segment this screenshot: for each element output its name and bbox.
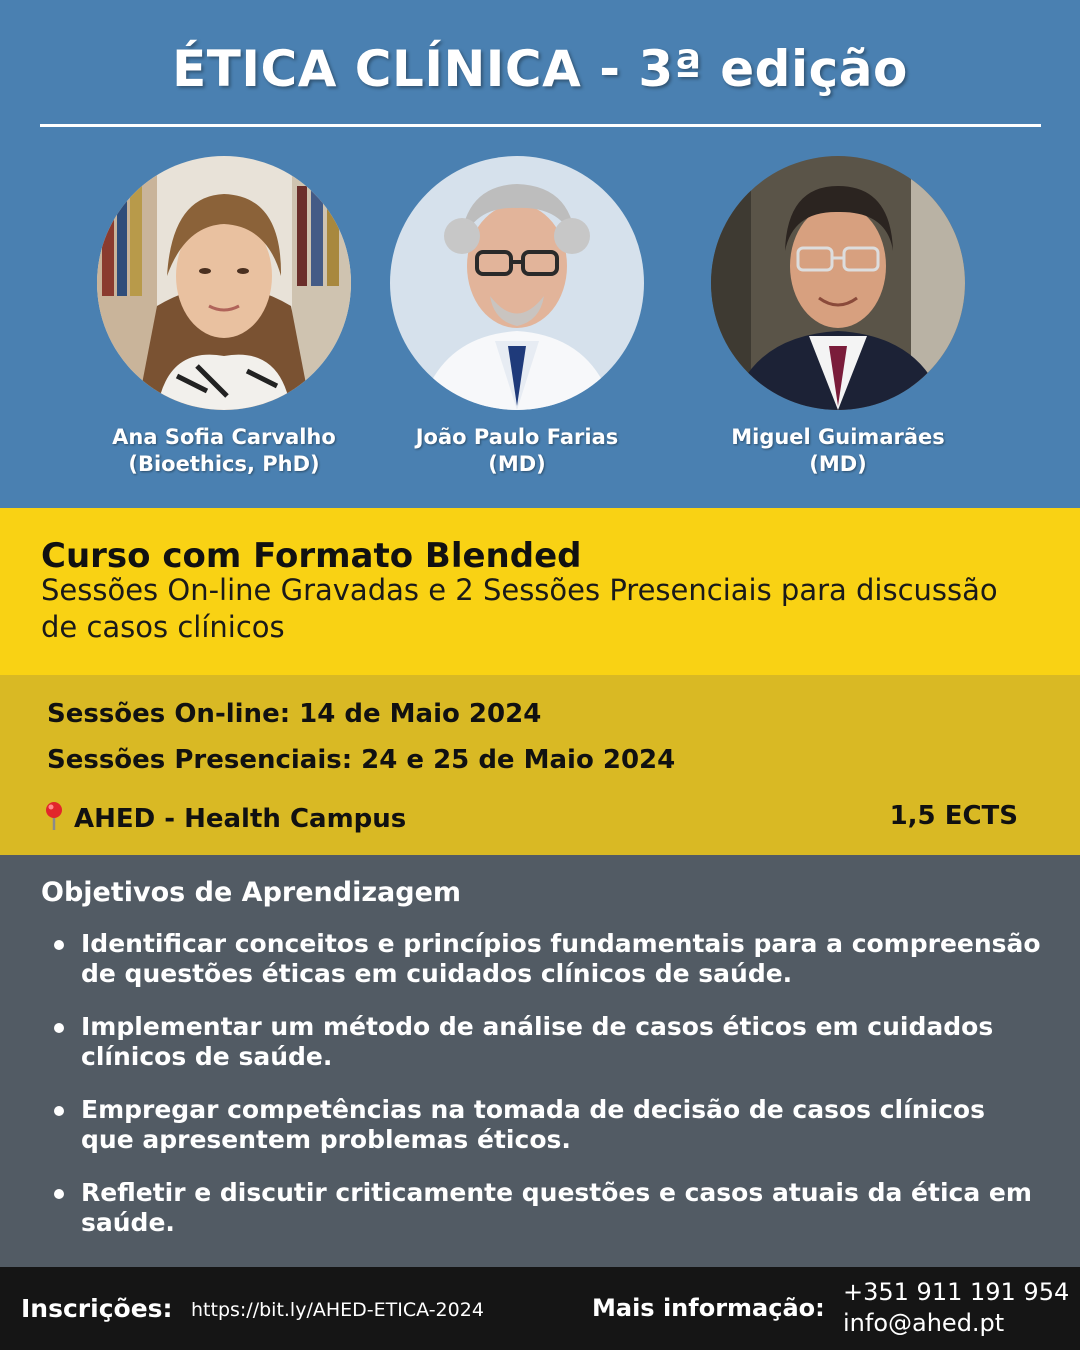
format-description: Sessões On-line Gravadas e 2 Sessões Presenciais para discussão de casos clínicos — [41, 573, 998, 644]
online-sessions-date: Sessões On-line: 14 de Maio 2024 — [47, 699, 542, 729]
speaker-name: Miguel Guimarães — [731, 425, 945, 449]
map-pin-icon — [42, 801, 66, 831]
speaker-ana-sofia-carvalho — [74, 156, 374, 478]
title-divider — [40, 124, 1041, 127]
bullet-icon — [54, 1106, 64, 1116]
speaker-name: João Paulo Farias — [415, 425, 619, 449]
header-section — [0, 0, 1080, 508]
speaker-role: (Bioethics, PhD) — [128, 452, 320, 476]
contact-email[interactable]: info@ahed.pt — [843, 1309, 1005, 1337]
registration-link[interactable]: https://bit.ly/AHED-ETICA-2024 — [191, 1299, 484, 1321]
presencial-sessions-date: Sessões Presenciais: 24 e 25 de Maio 2024 — [47, 745, 676, 775]
ects-credits: 1,5 ECTS — [889, 801, 1018, 831]
registration-label: Inscrições: — [21, 1294, 173, 1323]
speaker-joao-paulo-farias — [367, 156, 667, 478]
bullet-icon — [54, 1023, 64, 1033]
objectives-list — [0, 929, 1041, 1261]
objective-item: Identificar conceitos e princípios fundamentais para a compreensão de questões éticas em cuidados clínicos de saúde. — [0, 929, 1041, 989]
format-section — [0, 508, 1080, 675]
speaker-role: (MD) — [488, 452, 546, 476]
location — [42, 801, 406, 834]
speaker-name: Ana Sofia Carvalho — [112, 425, 336, 449]
footer — [0, 1267, 1080, 1350]
objectives-section — [0, 855, 1080, 1267]
speaker-photo — [711, 156, 965, 410]
objective-item: Refletir e discutir criticamente questões e casos atuais da ética em saúde. — [0, 1178, 1041, 1238]
bullet-icon — [54, 940, 64, 950]
location-text: AHED - Health Campus — [74, 804, 407, 834]
speaker-photo — [97, 156, 351, 410]
schedule-section — [0, 675, 1080, 855]
objective-item: Implementar um método de análise de casos éticos em cuidados clínicos de saúde. — [0, 1012, 1041, 1072]
objective-item: Empregar competências na tomada de decisão de casos clínicos que apresentem problemas éticos. — [0, 1095, 1041, 1155]
info-label: Mais informação: — [592, 1294, 825, 1322]
bullet-icon — [54, 1189, 64, 1199]
contact-phone[interactable]: +351 911 191 954 — [843, 1278, 1070, 1306]
format-headline: Curso com Formato Blended — [41, 536, 582, 576]
speaker-photo — [390, 156, 644, 410]
speaker-role: (MD) — [809, 452, 867, 476]
objectives-title: Objetivos de Aprendizagem — [41, 877, 462, 908]
speaker-miguel-guimaraes — [688, 156, 988, 478]
page-title: ÉTICA CLÍNICA - 3ª edição — [172, 40, 908, 98]
